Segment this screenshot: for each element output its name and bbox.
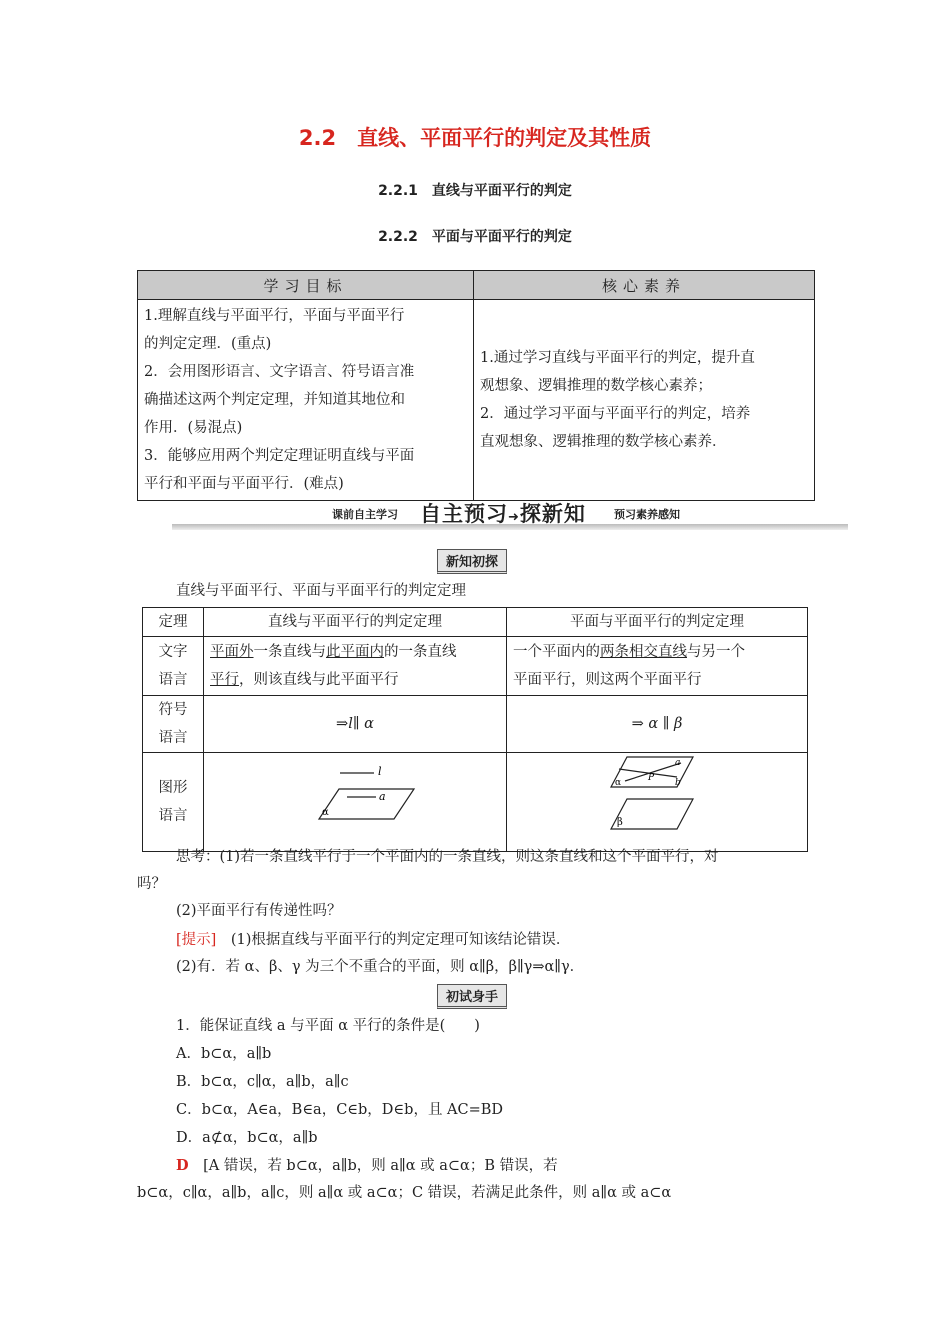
text-segment: ，则该直线与此平面平行	[239, 672, 399, 688]
row-label-line: 图形	[158, 780, 188, 796]
section-banner	[172, 498, 848, 532]
objective-line: 3．能够应用两个判定定理证明直线与平面	[144, 448, 415, 464]
page-title: 2.2 直线、平面平行的判定及其性质	[298, 126, 652, 150]
option-c: C．b⊂α，A∈a，B∈a，C∈b，D∈b，且 AC=BD	[176, 1102, 504, 1118]
symbol-lang-plane-plane: ⇒ α ∥ β	[507, 696, 808, 753]
subtitle-1: 2.2.1 直线与平面平行的判定	[378, 183, 572, 199]
text-lang-line-plane	[204, 637, 507, 696]
row-label-line: 符号	[158, 702, 188, 718]
text-segment: 与另一个	[687, 644, 745, 660]
explanation-line-1	[176, 1154, 558, 1175]
objective-line: 作用．(易混点)	[144, 420, 243, 436]
answer-letter: D	[176, 1157, 189, 1174]
literacy-line: 直观想象、逻辑推理的数学核心素养．	[480, 434, 727, 450]
think-question-1b: 吗？	[137, 876, 166, 892]
figure-label-beta: β	[617, 817, 623, 828]
objectives-table	[137, 270, 815, 501]
objective-line: 确描述这两个判定定理，并知道其地位和	[144, 392, 405, 408]
theorem-header-line-plane: 直线与平面平行的判定定理	[204, 608, 507, 637]
theorem-intro: 直线与平面平行、平面与平面平行的判定定理	[176, 583, 466, 599]
underlined-term: 两条相交直线	[600, 644, 687, 660]
text-segment: 一个平面内的	[513, 644, 600, 660]
literacy-cell	[474, 300, 815, 501]
think-question-1a: 思考：(1)若一条直线平行于一个平面内的一条直线，则这条直线和这个平面平行，对	[176, 849, 719, 865]
option-d: D．a⊄α，b⊂α，a∥b	[176, 1130, 318, 1146]
objective-line: 平行和平面与平面平行．(难点)	[144, 476, 344, 492]
objectives-cell	[138, 300, 474, 501]
literacy-line: 1.通过学习直线与平面平行的判定，提升直	[480, 350, 755, 366]
underlined-term: 平面外	[210, 644, 254, 660]
theorem-header-plane-plane: 平面与平面平行的判定定理	[507, 608, 808, 637]
objective-line: 2．会用图形语言、文字语言、符号语言准	[144, 364, 415, 380]
hint-label: [提示]	[176, 932, 217, 948]
banner-main-text	[420, 498, 586, 528]
underlined-term: 平行	[210, 672, 239, 688]
hint-text: (1)根据直线与平面平行的判定定理可知该结论错误．	[216, 932, 571, 948]
banner-main-part2: 探新知	[519, 502, 586, 526]
explanation-line-2: b⊂α，c∥α，a∥b，a∥c，则 a∥α 或 a⊂α；C 错误，若满足此条件，则 a∥α 或 a⊂α	[137, 1185, 672, 1201]
figure-label-alpha2: α	[615, 778, 622, 788]
figure-label-a2: a	[675, 758, 681, 768]
section-tag-try: 初试身手	[437, 984, 507, 1009]
objectives-header: 学习目标	[138, 271, 474, 300]
banner-right-text: 预习素养感知	[614, 508, 680, 521]
objective-line: 的判定定理．(重点)	[144, 336, 272, 352]
banner-left-text: 课前自主学习	[332, 508, 398, 521]
question-stem: 1．能保证直线 a 与平面 α 平行的条件是( )	[176, 1018, 480, 1034]
text-segment: 的一条直线	[384, 644, 457, 660]
underlined-term: 此平面内	[326, 644, 384, 660]
option-b: B．b⊂α，c∥α，a∥b，a∥c	[176, 1074, 349, 1090]
option-a: A．b⊂α，a∥b	[176, 1046, 272, 1062]
figure-label-l: l	[378, 765, 382, 778]
hint-answer-2: (2)有．若 α、β、γ 为三个不重合的平面，则 α∥β，β∥γ⇒α∥γ．	[176, 959, 585, 975]
row-label-figure	[143, 753, 204, 852]
banner-main-part1: 自主预习	[420, 502, 508, 526]
row-label-line: 语言	[158, 808, 188, 824]
line-plane-diagram	[204, 753, 500, 841]
objective-line: 1.理解直线与平面平行，平面与平面平行	[144, 308, 405, 324]
arrow-icon: ➜	[508, 510, 520, 525]
symbol-lang-line-plane: ⇒l∥ α	[204, 696, 507, 753]
plane-plane-diagram	[507, 753, 803, 841]
literacy-line: 2．通过学习平面与平面平行的判定，培养	[480, 406, 751, 422]
literacy-header: 核心素养	[474, 271, 815, 300]
literacy-line: 观想象、逻辑推理的数学核心素养；	[480, 378, 712, 394]
hint-answer-1	[176, 928, 570, 949]
explanation-text: [A 错误，若 b⊂α，a∥b，则 a∥α 或 a⊂α；B 错误，若	[188, 1158, 558, 1174]
text-segment: 一条直线与	[253, 644, 326, 660]
theorem-header-label: 定理	[143, 608, 204, 637]
row-label-line: 语言	[158, 672, 188, 688]
figure-label-p: P	[648, 773, 655, 783]
row-label-text	[143, 637, 204, 696]
row-label-line: 语言	[158, 730, 188, 746]
figure-line-plane	[204, 753, 507, 852]
figure-plane-plane	[507, 753, 808, 852]
text-segment: 平面平行，则这两个平面平行	[513, 672, 702, 688]
row-label-line: 文字	[158, 644, 188, 660]
theorem-table	[142, 607, 808, 852]
figure-label-a: a	[379, 790, 386, 803]
section-tag-new: 新知初探	[437, 549, 507, 574]
subtitle-2: 2.2.2 平面与平面平行的判定	[378, 229, 572, 245]
text-lang-plane-plane	[507, 637, 808, 696]
row-label-symbol	[143, 696, 204, 753]
figure-label-alpha: α	[322, 807, 329, 818]
figure-label-b: b	[675, 778, 681, 788]
think-question-2: (2)平面平行有传递性吗？	[176, 903, 342, 919]
